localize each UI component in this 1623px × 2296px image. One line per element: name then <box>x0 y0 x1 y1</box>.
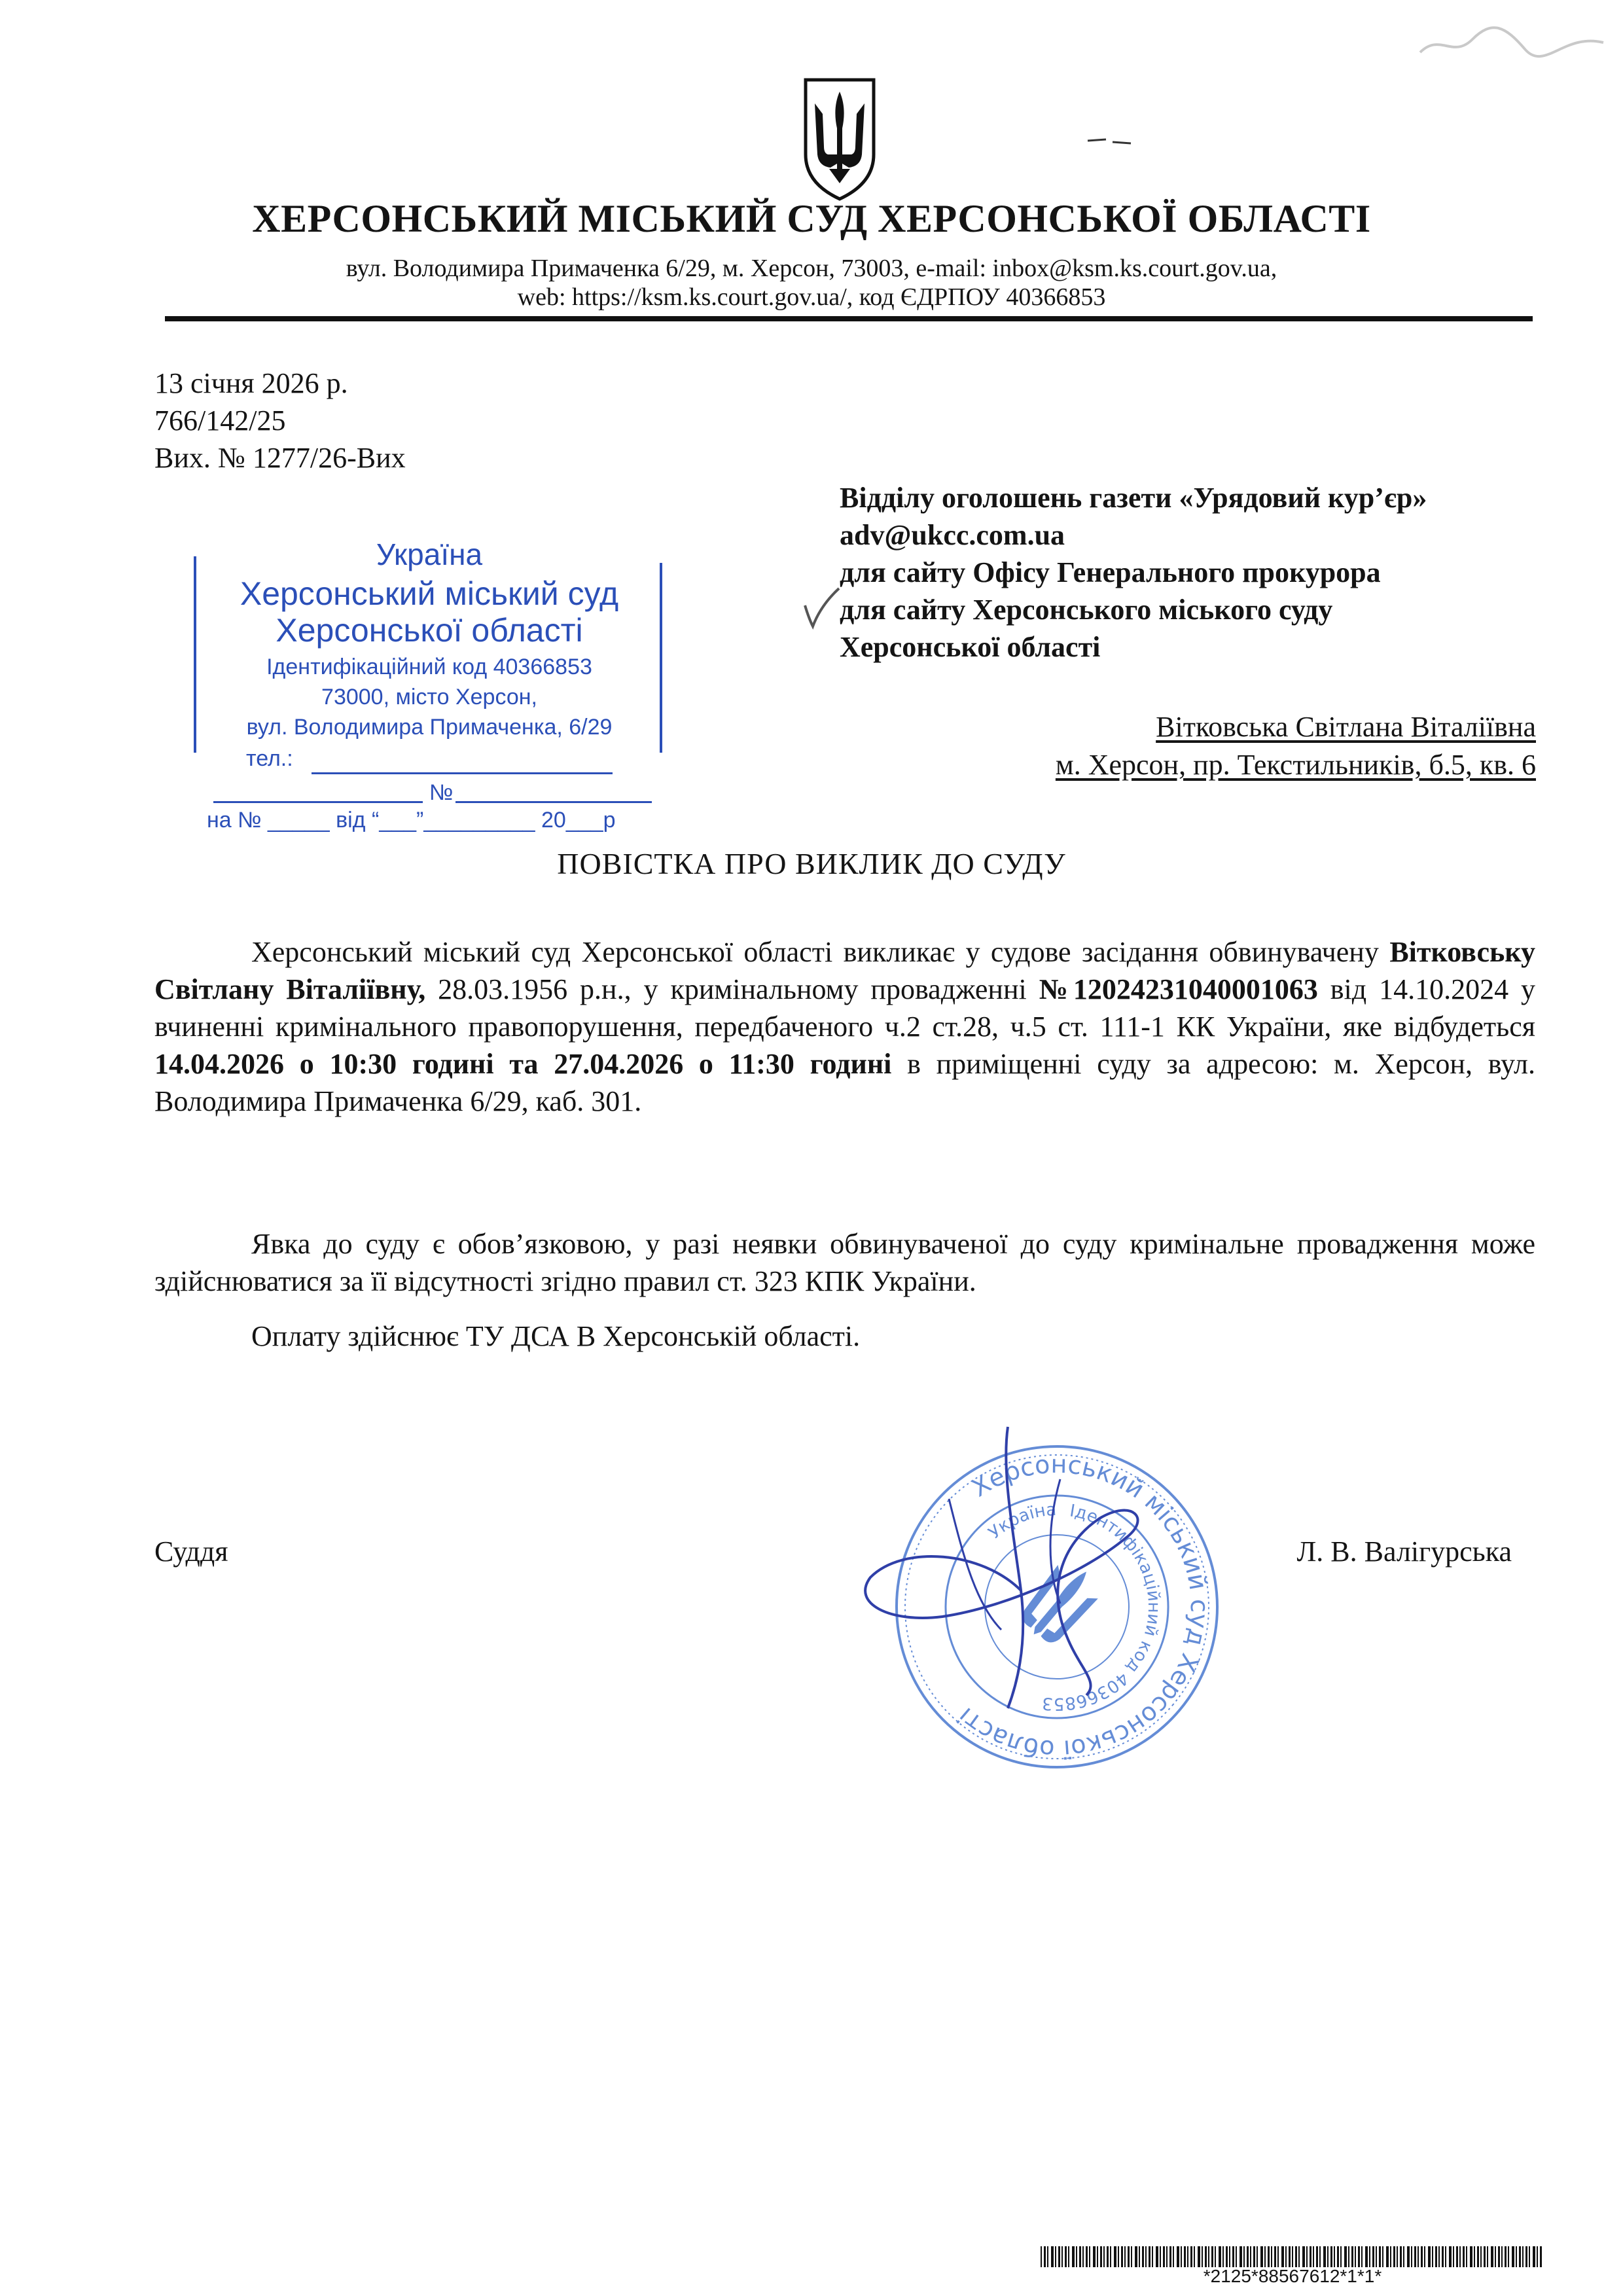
stamp-quote-open: “ <box>371 808 380 833</box>
barcode-bar <box>1382 2246 1383 2267</box>
barcode-bar <box>1501 2246 1503 2267</box>
barcode-bar <box>1089 2246 1090 2267</box>
barcode-bar <box>1358 2246 1360 2267</box>
barcode-bar <box>1128 2246 1130 2267</box>
barcode-bar <box>1215 2246 1216 2267</box>
seal-outer-text: Херсонський міський суд Херсонської області <box>952 1449 1215 1765</box>
barcode-bar <box>1211 2246 1213 2267</box>
barcode-bar <box>1529 2246 1530 2267</box>
barcode-bar <box>1400 2246 1402 2267</box>
barcode-bar <box>1169 2246 1171 2267</box>
summons-paragraph <box>154 933 1535 1120</box>
barcode-bar <box>1044 2246 1046 2267</box>
barcode-bar <box>1285 2246 1287 2267</box>
barcode-bar <box>1268 2246 1270 2267</box>
barcode-bar <box>1166 2246 1168 2267</box>
header-divider <box>165 316 1533 321</box>
barcode-bar <box>1456 2246 1458 2267</box>
trident-coat-of-arms-icon <box>800 77 879 202</box>
barcode-bar <box>1152 2246 1153 2267</box>
barcode-bar <box>1114 2246 1116 2267</box>
barcode-bar <box>1302 2246 1305 2267</box>
barcode-bar <box>1470 2246 1472 2267</box>
barcode-bar <box>1327 2246 1329 2267</box>
barcode-bar <box>1537 2246 1538 2267</box>
barcode-bar <box>1173 2246 1174 2267</box>
barcode-bar <box>1424 2246 1425 2267</box>
recipient-court-site-region: Херсонської області <box>840 631 1101 663</box>
barcode-bar <box>1072 2246 1075 2267</box>
barcode-bar <box>1390 2246 1391 2267</box>
barcode-bar <box>1184 2246 1186 2267</box>
barcode-bar <box>1459 2246 1461 2267</box>
barcode-bar <box>1058 2246 1060 2267</box>
barcode-bar <box>1222 2246 1224 2267</box>
stamp-ref-row: на № _____ від “___”_________ 20___р <box>207 808 616 833</box>
barcode-bar <box>1190 2246 1192 2267</box>
court-web-line: web: https://ksm.ks.court.gov.ua/, код ЄДРПОУ 40366853 <box>517 283 1106 311</box>
addressee-name: Вітковська Світлана Віталіївна <box>1156 711 1536 743</box>
barcode-bar <box>1474 2246 1475 2267</box>
barcode-bar <box>1379 2246 1381 2267</box>
stamp-region: Херсонської області <box>276 612 583 649</box>
barcode-bar <box>1260 2246 1263 2267</box>
recipient-newspaper: Відділу оголошень газети «Урядовий кур’єр» <box>840 482 1427 514</box>
barcode-bar <box>1372 2246 1374 2267</box>
p1-offense: від 14.10.2024 у вчиненні кримінального правопорушення, передбаченого ч.2 ст.28, ч.5 ст. 111-1 КК України, яке відбудеться <box>154 973 1536 1043</box>
barcode-bar <box>1139 2246 1140 2267</box>
barcode-bar <box>1540 2246 1542 2267</box>
p1-location: в приміщенні суду за адресою: м. Херсон, вул. Володимира Примаченка 6/29, каб. 301. <box>154 1048 1535 1117</box>
barcode-bar <box>1097 2246 1098 2267</box>
barcode-bar <box>1484 2246 1486 2267</box>
outgoing-number: Вих. № 1277/26-Вих <box>154 442 406 474</box>
barcode-bar <box>1355 2246 1356 2267</box>
barcode-bar <box>1295 2246 1297 2267</box>
barcode-bar <box>1205 2246 1207 2267</box>
barcode-bar <box>1121 2246 1123 2267</box>
barcode-bar <box>1428 2246 1431 2267</box>
barcode-bar <box>1142 2246 1144 2267</box>
document-title: ПОВІСТКА ПРО ВИКЛИК ДО СУДУ <box>557 847 1066 880</box>
barcode-bar <box>1435 2246 1437 2267</box>
barcode-bar <box>1229 2246 1230 2267</box>
barcode-bar <box>1393 2246 1395 2267</box>
barcode-bar <box>1250 2246 1251 2267</box>
barcode-bar <box>1281 2246 1284 2267</box>
corner-handwriting-mark <box>1414 13 1610 72</box>
barcode-bar <box>1232 2246 1234 2267</box>
barcode-number: *2125*88567612*1*1* <box>1203 2266 1382 2286</box>
barcode-bar <box>1438 2246 1440 2267</box>
case-number: 766/142/25 <box>154 404 286 437</box>
stamp-from-label: від <box>336 808 366 833</box>
barcode-bar <box>1365 2246 1368 2267</box>
barcode-bar <box>1449 2246 1452 2267</box>
barcode-bar <box>1065 2246 1067 2267</box>
barcode-bar <box>1487 2246 1488 2267</box>
barcode-bar <box>1079 2246 1081 2267</box>
stamp-no-line-right <box>455 801 652 803</box>
addressee-address: м. Херсон, пр. Текстильників, б.5, кв. 6 <box>1055 749 1536 781</box>
barcode-bar <box>1187 2246 1188 2267</box>
barcode-bar <box>1466 2246 1467 2267</box>
barcode-bar <box>1421 2246 1423 2267</box>
barcode-bar <box>1508 2246 1509 2267</box>
barcode-bar <box>1277 2246 1279 2267</box>
barcode-bar <box>1522 2246 1524 2267</box>
barcode-bar <box>1330 2246 1332 2267</box>
barcode-bar <box>1533 2246 1535 2267</box>
barcode-bar <box>1194 2246 1195 2267</box>
barcode-bar <box>1163 2246 1165 2267</box>
court-name-heading: ХЕРСОНСЬКИЙ МІСЬКИЙ СУД ХЕРСОНСЬКОЇ ОБЛАСТІ <box>252 197 1371 240</box>
stamp-court-name: Херсонський міський суд <box>240 575 619 612</box>
barcode-bar <box>1432 2246 1433 2267</box>
barcode-bar <box>1181 2246 1182 2267</box>
barcode-bar <box>1240 2246 1242 2267</box>
barcode-bar <box>1337 2246 1339 2267</box>
barcode-bar <box>1340 2246 1342 2267</box>
barcode-bar <box>1160 2246 1161 2267</box>
barcode-bar <box>1351 2246 1353 2267</box>
p1-birth: 28.03.1956 р.н., у кримінальному провадженні <box>425 973 1039 1005</box>
barcode-bar <box>1264 2246 1266 2267</box>
proceeding-number: №12024231040001063 <box>1039 973 1318 1005</box>
barcode-bar <box>1498 2246 1500 2267</box>
barcode-bar <box>1348 2246 1349 2267</box>
barcode <box>1041 2246 1544 2267</box>
seal-inner-top: Україна <box>985 1499 1058 1543</box>
barcode-bar <box>1411 2246 1412 2267</box>
barcode-bar <box>1414 2246 1416 2267</box>
barcode-bar <box>1403 2246 1404 2267</box>
barcode-bar <box>1516 2246 1517 2267</box>
barcode-bar <box>1310 2246 1311 2267</box>
barcode-bar <box>1334 2246 1335 2267</box>
stamp-no-label: № <box>429 780 454 805</box>
barcode-bar <box>1110 2246 1111 2267</box>
barcode-bar <box>1257 2246 1258 2267</box>
recipient-court-site: для сайту Херсонського міського суду <box>840 594 1333 626</box>
barcode-bar <box>1208 2246 1209 2267</box>
barcode-bar <box>1418 2246 1419 2267</box>
barcode-bar <box>1292 2246 1293 2267</box>
stamp-city: 73000, місто Херсон, <box>321 685 537 709</box>
barcode-bar <box>1107 2246 1109 2267</box>
payment-paragraph: Оплату здійснює ТУ ДСА В Херсонській області. <box>251 1320 861 1352</box>
recipient-prosecutor-site: для сайту Офісу Генерального прокурора <box>840 556 1381 588</box>
barcode-bar <box>1271 2246 1272 2267</box>
barcode-bar <box>1135 2246 1137 2267</box>
barcode-bar <box>1361 2246 1363 2267</box>
stamp-country: Україна <box>376 537 483 571</box>
seal-inner-text: Ідентифікаційний код 40366853 <box>1041 1501 1164 1714</box>
barcode-bar <box>1100 2246 1102 2267</box>
barcode-bar <box>1445 2246 1446 2267</box>
judge-name: Л. В. Валігурська <box>1296 1535 1512 1568</box>
barcode-bar <box>1131 2246 1132 2267</box>
barcode-bar <box>1145 2246 1147 2267</box>
barcode-bar <box>1177 2246 1179 2267</box>
stamp-year-prefix: 20 <box>541 808 566 833</box>
barcode-bar <box>1086 2246 1088 2267</box>
document-date: 13 січня 2026 р. <box>154 367 348 399</box>
barcode-bar <box>1480 2246 1482 2267</box>
barcode-bar <box>1512 2246 1514 2267</box>
barcode-bar <box>1319 2246 1321 2267</box>
barcode-bar <box>1386 2246 1389 2267</box>
barcode-bar <box>1247 2246 1249 2267</box>
barcode-bar <box>1047 2246 1048 2267</box>
stamp-no-line-left <box>213 801 423 803</box>
barcode-bar <box>1289 2246 1291 2267</box>
barcode-bar <box>1376 2246 1377 2267</box>
barcode-bar <box>1103 2246 1105 2267</box>
scan-dash-mark <box>1086 134 1132 147</box>
barcode-bar <box>1202 2246 1203 2267</box>
barcode-bar <box>1198 2246 1200 2267</box>
barcode-bar <box>1274 2246 1276 2267</box>
barcode-bar <box>1442 2246 1444 2267</box>
hearing-dates: 14.04.2026 о 10:30 годині та 27.04.2026 о 11:30 годині <box>154 1048 892 1080</box>
barcode-bar <box>1219 2246 1221 2267</box>
recipient-email: adv@ukcc.com.ua <box>840 519 1065 551</box>
barcode-bar <box>1055 2246 1056 2267</box>
barcode-bar <box>1344 2246 1347 2267</box>
barcode-bar <box>1369 2246 1370 2267</box>
barcode-bar <box>1407 2246 1410 2267</box>
barcode-bar <box>1495 2246 1496 2267</box>
barcode-bar <box>1041 2246 1042 2267</box>
barcode-bar <box>1525 2246 1527 2267</box>
check-mark-icon <box>802 586 842 632</box>
defendant-name: Вітковську Світлану Віталіївну, <box>154 936 1535 1005</box>
stamp-tel-label: тел.: <box>246 746 293 771</box>
stamp-street: вул. Володимира Примаченка, 6/29 <box>246 715 613 740</box>
barcode-bar <box>1226 2246 1228 2267</box>
barcode-bar <box>1323 2246 1326 2267</box>
barcode-bar <box>1253 2246 1255 2267</box>
barcode-bar <box>1076 2246 1077 2267</box>
stamp-ref-label: на № <box>207 808 262 833</box>
registration-stamp <box>194 537 665 831</box>
barcode-bar <box>1236 2246 1237 2267</box>
stamp-tel-line <box>312 772 613 774</box>
p1-intro: Херсонський міський суд Херсонської області викликає у судове засідання обвинувачену <box>251 936 1390 968</box>
barcode-bar <box>1118 2246 1119 2267</box>
barcode-bar <box>1149 2246 1150 2267</box>
barcode-bar <box>1093 2246 1096 2267</box>
barcode-bar <box>1453 2246 1454 2267</box>
barcode-bar <box>1068 2246 1069 2267</box>
barcode-bar <box>1463 2246 1465 2267</box>
barcode-bar <box>1051 2246 1054 2267</box>
barcode-bar <box>1316 2246 1318 2267</box>
barcode-bar <box>1306 2246 1308 2267</box>
barcode-bar <box>1082 2246 1084 2267</box>
judge-signature <box>851 1420 1165 1721</box>
judge-label: Суддя <box>154 1535 228 1568</box>
barcode-bar <box>1124 2246 1126 2267</box>
barcode-bar <box>1397 2246 1398 2267</box>
barcode-bar <box>1061 2246 1063 2267</box>
barcode-bar <box>1243 2246 1245 2267</box>
barcode-bar <box>1298 2246 1300 2267</box>
barcode-bar <box>1491 2246 1493 2267</box>
stamp-quote-close: ” <box>416 808 424 833</box>
barcode-bar <box>1519 2246 1521 2267</box>
stamp-year-suffix: р <box>603 808 616 833</box>
barcode-bar <box>1505 2246 1507 2267</box>
barcode-bar <box>1156 2246 1158 2267</box>
court-address-line: вул. Володимира Примаченка 6/29, м. Херсон, 73003, e-mail: inbox@ksm.ks.court.gov.ua, <box>346 255 1277 282</box>
barcode-bar <box>1313 2246 1314 2267</box>
stamp-id-code: Ідентифікаційний код 40366853 <box>266 655 592 679</box>
attendance-paragraph: Явка до суду є обов’язковою, у разі неявки обвинуваченої до суду кримінальне провадження може здійснюватися за її відсутності згідно правил ст. 323 КПК України. <box>154 1228 1535 1297</box>
barcode-bar <box>1477 2246 1479 2267</box>
